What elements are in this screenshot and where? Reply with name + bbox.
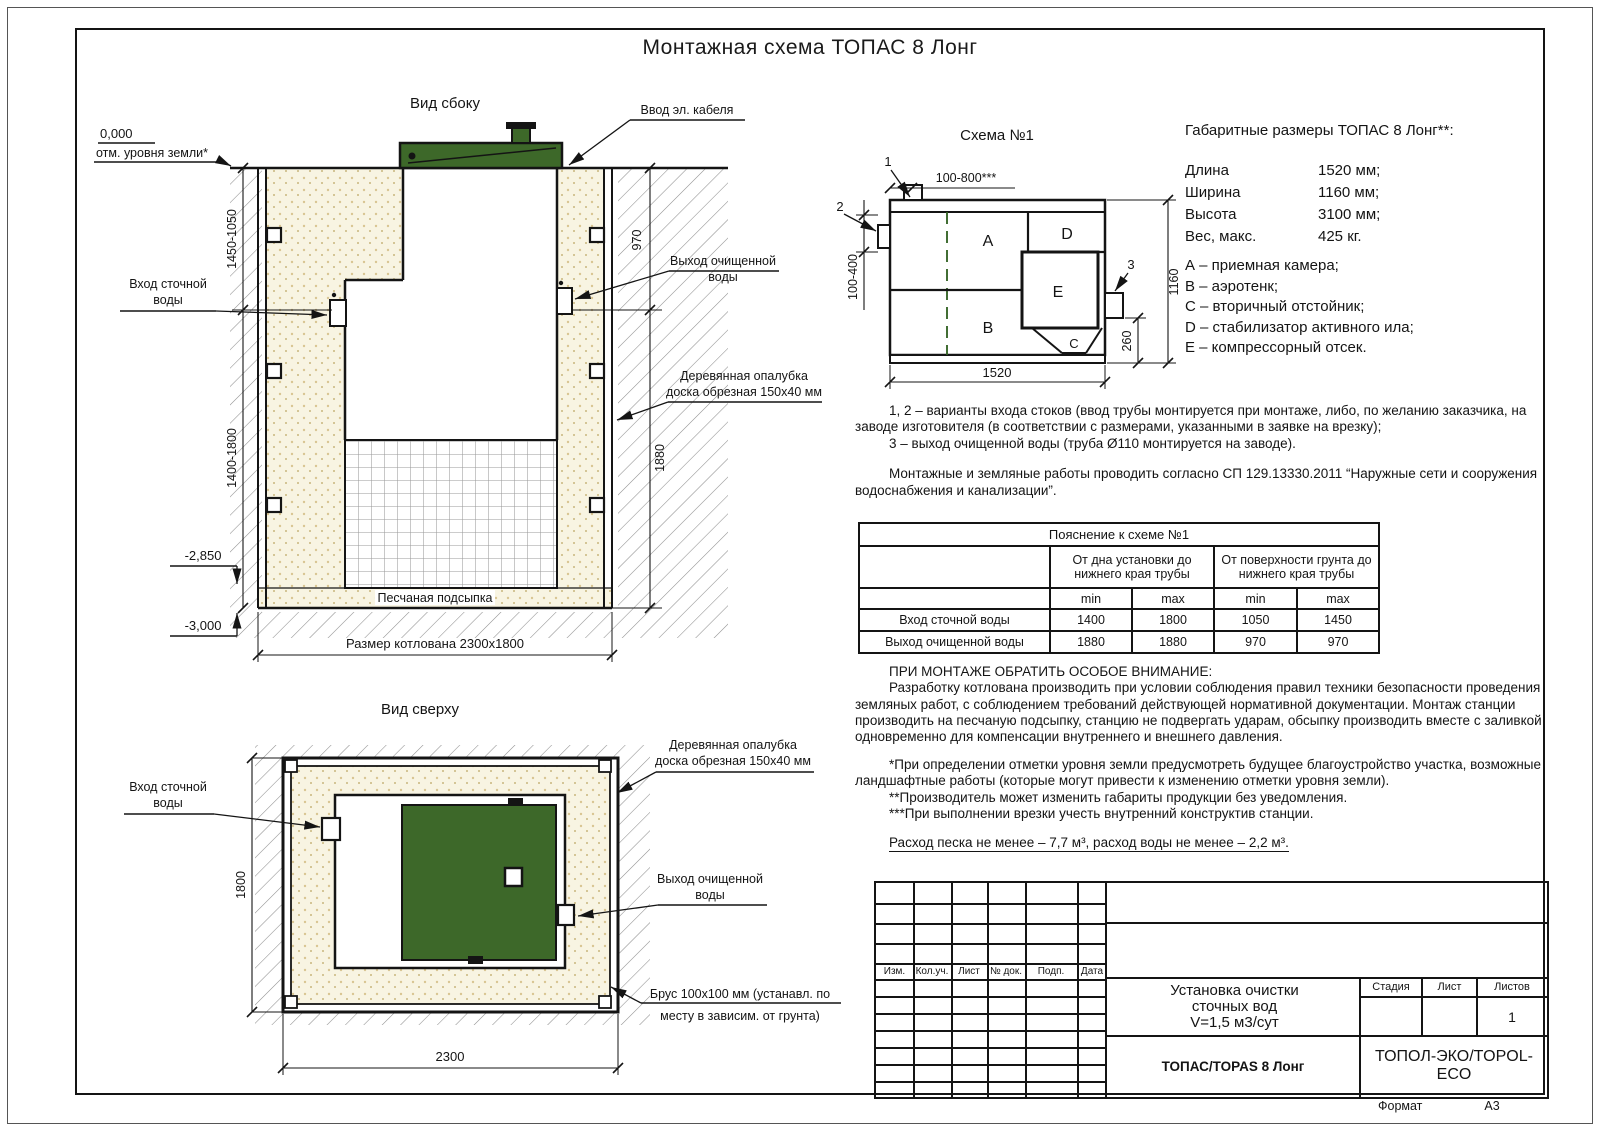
format-label: Формат <box>1378 1099 1423 1113</box>
spec-row: Высота 3100 мм; <box>1185 206 1381 223</box>
tb-stage-label: Стадия <box>1372 981 1410 993</box>
schema-caption: Схема №1 <box>960 127 1034 144</box>
legend-item: С – вторичный отстойник; <box>1185 298 1365 315</box>
col-group-2: От поверхности грунта до нижнего края трубы <box>1214 546 1379 588</box>
dim-label: 1400-1800 <box>225 428 239 488</box>
dim-label: 1450-1050 <box>225 209 239 269</box>
specs-rows <box>1185 160 1380 248</box>
tb-sheets-value: 1 <box>1508 1008 1516 1025</box>
outlet-stub-3 <box>1105 293 1123 318</box>
formwork-label: доска обрезная 150х40 мм <box>666 385 822 399</box>
inlet-label: Вход сточной <box>129 780 207 794</box>
zone-e: E <box>1052 284 1064 301</box>
title-block <box>874 881 1549 1099</box>
footnote-3: ***При выполнении врезки учесть внутренний конструктив станции. <box>889 806 1314 822</box>
notes-block <box>855 403 1552 499</box>
legend-item: В – аэротенк; <box>1185 277 1279 295</box>
attention-heading: ПРИ МОНТАЖЕ ОБРАТИТЬ ОСОБОЕ ВНИМАНИЕ: <box>889 664 1213 679</box>
format-value: А3 <box>1484 1099 1500 1113</box>
pit-size-label: Размер котлована 2300х1800 <box>345 636 525 651</box>
min-header: min <box>1214 588 1297 609</box>
marker-1: 1 <box>884 154 892 169</box>
note-variants-3: 3 – выход очищенной воды (труба Ø110 монтируется на заводе). <box>889 435 1296 451</box>
tb-model: ТОПАС/TOPAS 8 Лонг <box>1161 1058 1305 1074</box>
inlet-pipe <box>330 300 346 326</box>
inlet-label: воды <box>153 796 183 810</box>
spec-row: Длина 1520 мм; <box>1185 162 1381 179</box>
tank-ribbed-bottom <box>345 440 557 588</box>
table-row: Выход очищенной воды 1880 1880 970 970 <box>859 631 1379 653</box>
inlet-stub-2 <box>878 225 890 248</box>
dim-label: 2300 <box>435 1049 465 1064</box>
explanation-table <box>858 522 1380 654</box>
outlet-label: Выход очищенной <box>670 254 776 268</box>
tb-doc-title: Установка очистки сточных вод V=1,5 м3/сут <box>1170 982 1299 1031</box>
schema-drawing <box>830 120 1190 410</box>
tb-sheet-label: Лист <box>1437 981 1462 993</box>
cable-label: Ввод эл. кабеля <box>640 103 734 117</box>
attention-block <box>855 664 1552 745</box>
spec-row: Вес, макс. 425 кг. <box>1185 228 1362 245</box>
formwork-label: доска обрезная 150х40 мм <box>655 754 811 768</box>
attention-body: Разработку котлована производить при условии соблюдения правил техники безопасности проведения земляных работ, с соблюдением требований действующей нормативной документации. Монтаж станции производить на песчаную подсыпку, станцию не подвергать ударам, обсыпку производить вместе с заливкой одновременно для компенсации внутреннего и внешнего давления. <box>855 680 1542 745</box>
level-sand: -2,850 <box>184 548 222 563</box>
tb-col-data: Дата <box>1080 965 1104 977</box>
zone-legend <box>1185 256 1414 359</box>
dim-label: 100-400 <box>846 254 860 300</box>
beam-label: Брус 100х100 мм (устанавл. по <box>649 987 831 1001</box>
note-regulations: Монтажные и земляные работы проводить согласно СП 129.13330.2011 “Наружные сети и сооружения водоснабжения и канализации”. <box>855 466 1538 498</box>
specs-heading: Габаритные размеры ТОПАС 8 Лонг**: <box>1185 122 1454 139</box>
outlet-label: воды <box>695 888 725 902</box>
inlet-label: Вход сточной <box>129 277 207 291</box>
outlet-label: Выход очищенной <box>657 872 763 886</box>
sand-bedding-label: Песчаная подсыпка <box>377 591 493 605</box>
dim-label: 100-800*** <box>935 171 997 185</box>
view-caption: Вид сверху <box>380 701 460 718</box>
formwork-label: Деревянная опалубка <box>669 738 797 752</box>
level-zero: 0,000 <box>100 126 133 141</box>
tb-sheets-label: Листов <box>1494 981 1530 993</box>
dim-label: 1520 <box>982 365 1012 380</box>
table-title: Пояснение к схеме №1 <box>859 523 1379 546</box>
legend-item: А – приемная камера; <box>1185 257 1339 274</box>
dim-label: 1800 <box>234 871 248 899</box>
marker-2: 2 <box>836 199 844 214</box>
dim-label: 1160 <box>1167 268 1181 296</box>
view-caption: Вид сбоку <box>410 95 480 112</box>
legend-item: Е – компрессорный отсек. <box>1185 339 1367 356</box>
consumption-note: Расход песка не менее – 7,7 м³, расход воды не менее – 2,2 м³. <box>889 834 1289 850</box>
footnotes-block <box>855 757 1555 851</box>
col-group-1: От дна установки до нижнего края трубы <box>1050 546 1214 588</box>
inlet-pipe <box>322 818 340 840</box>
dim-label: 260 <box>1120 330 1134 352</box>
table-row: Вход сточной воды 1400 1800 1050 1450 <box>859 609 1379 631</box>
legend-item: D – стабилизатор активного ила; <box>1185 318 1414 336</box>
max-header: max <box>1297 588 1379 609</box>
tb-col-list: Лист <box>958 965 980 977</box>
dim-label: 1880 <box>653 444 667 472</box>
tb-col-podp: Подп. <box>1037 965 1065 977</box>
max-header: max <box>1132 588 1214 609</box>
tb-col-koluch: Кол.уч. <box>915 965 949 977</box>
footnote-1: *При определении отметки уровня земли предусмотреть будущее благоустройство участка, возможные ландшафтные работы (которые могут привести к изменению отметки уровня земли). <box>855 757 1542 789</box>
tb-col-ndok: № док. <box>989 965 1023 977</box>
marker-3: 3 <box>1127 257 1135 272</box>
spec-row: Ширина 1160 мм; <box>1185 184 1380 201</box>
tb-col-izm: Изм. <box>883 965 906 977</box>
inlet-label: воды <box>153 293 183 307</box>
zone-c: C <box>1069 336 1079 351</box>
outlet-pipe <box>557 288 572 314</box>
lid-hatch <box>505 868 522 886</box>
format-footer <box>1378 1099 1500 1113</box>
vent-pipe <box>512 128 530 143</box>
level-bottom: -3,000 <box>184 618 222 633</box>
tb-company: ТОПОЛ-ЭКО/TOPOL-ECO <box>1375 1048 1533 1083</box>
tank-lid-top <box>402 805 556 960</box>
zone-b: B <box>982 320 994 337</box>
top-view-drawing <box>110 690 880 1090</box>
side-view-drawing <box>85 90 830 690</box>
level-zero-note: отм. уровня земли* <box>96 146 209 160</box>
zone-a: A <box>982 233 994 250</box>
formwork-label: Деревянная опалубка <box>680 369 808 383</box>
beam-label: месту в зависим. от грунта) <box>660 1009 820 1023</box>
dim-label: 970 <box>630 229 644 251</box>
outlet-pipe <box>558 905 574 925</box>
page-title: Монтажная схема ТОПАС 8 Лонг <box>642 36 978 59</box>
footnote-2: **Производитель может изменить габариты продукции без уведомления. <box>889 789 1348 805</box>
min-header: min <box>1050 588 1132 609</box>
zone-d: D <box>1061 226 1073 243</box>
note-variants-12: 1, 2 – варианты входа стоков (ввод трубы монтируется при монтаже, либо, по желанию заказчика, на заводе изготовителя (в соответствии с размерами, указанными в заявке на врезку); <box>855 403 1527 435</box>
outlet-label: воды <box>708 270 738 284</box>
